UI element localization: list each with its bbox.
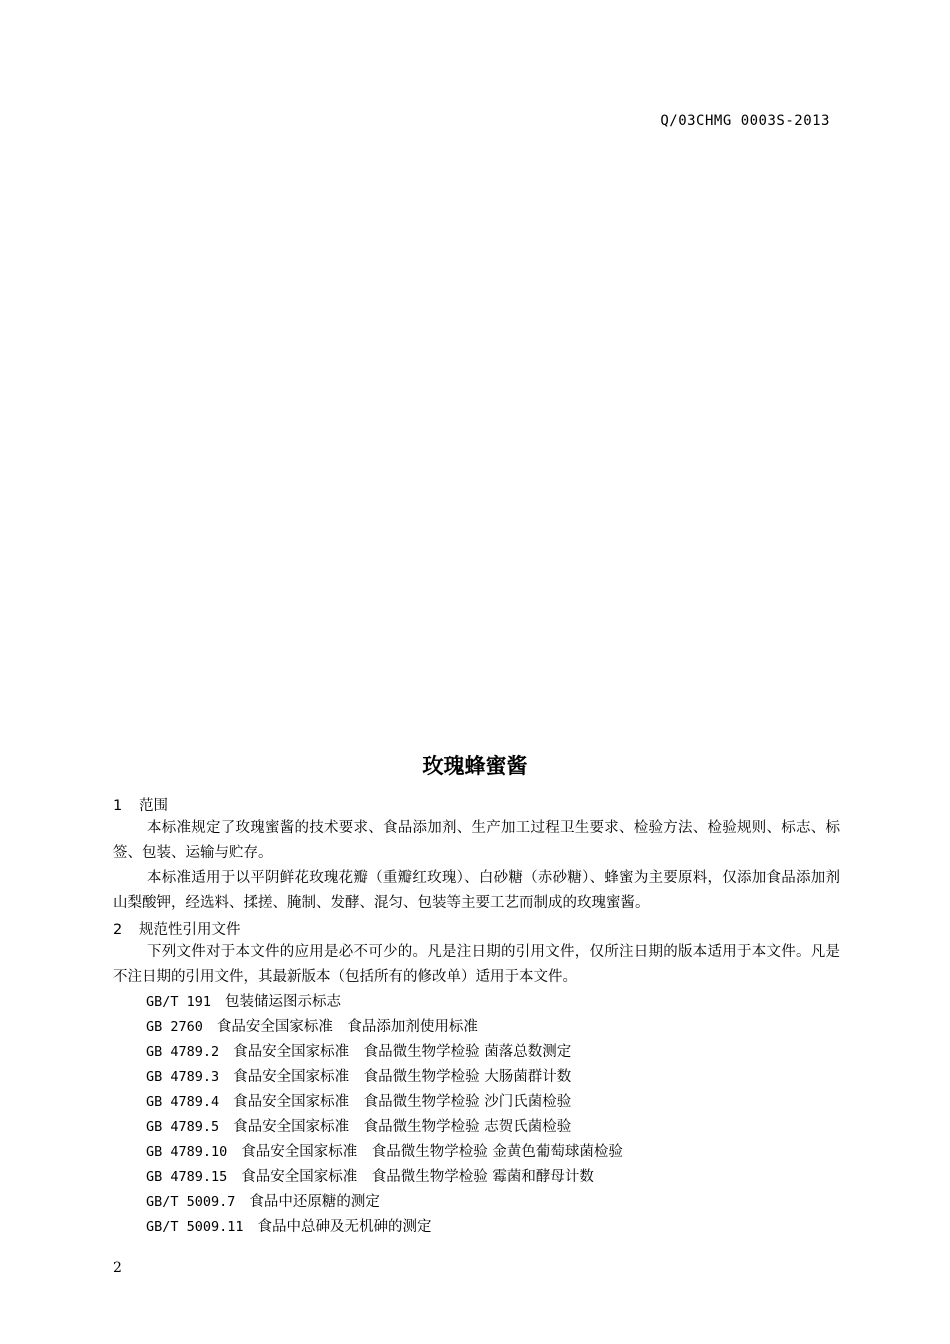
reference-code: GB 4789.3 (146, 1069, 220, 1085)
reference-item (146, 1015, 623, 1040)
reference-title: 食品安全国家标准 食品微生物学检验 沙门氏菌检验 (233, 1094, 572, 1110)
reference-item (146, 1090, 623, 1115)
reference-title: 食品安全国家标准 食品添加剂使用标准 (216, 1019, 478, 1035)
reference-item (146, 990, 623, 1015)
reference-code: GB/T 5009.7 (146, 1194, 236, 1210)
reference-code: GB 4789.15 (146, 1169, 228, 1185)
reference-code: GB 4789.2 (146, 1044, 220, 1060)
reference-item (146, 1215, 623, 1240)
section-1-paragraph-1: 本标准规定了玫瑰蜜酱的技术要求、食品添加剂、生产加工过程卫生要求、检验方法、检验规则、标志、标签、包装、运输与贮存。 (113, 820, 840, 861)
reference-code: GB/T 191 (146, 994, 212, 1010)
reference-code: GB 4789.10 (146, 1144, 228, 1160)
reference-code: GB 2760 (146, 1019, 203, 1035)
section-2-heading (113, 918, 241, 939)
reference-title: 包装储运图示标志 (225, 994, 342, 1010)
reference-title: 食品安全国家标准 食品微生物学检验 菌落总数测定 (233, 1044, 572, 1060)
reference-item (146, 1040, 623, 1065)
reference-item (146, 1140, 623, 1165)
reference-code: GB 4789.4 (146, 1094, 220, 1110)
reference-title: 食品安全国家标准 食品微生物学检验 金黄色葡萄球菌检验 (241, 1144, 623, 1160)
reference-item (146, 1190, 623, 1215)
reference-title: 食品中总砷及无机砷的测定 (257, 1219, 432, 1235)
reference-code: GB 4789.5 (146, 1119, 220, 1135)
reference-title: 食品中还原糖的测定 (249, 1194, 380, 1210)
reference-item (146, 1165, 623, 1190)
section-1-title: 范围 (139, 798, 168, 814)
reference-title: 食品安全国家标准 食品微生物学检验 志贺氏菌检验 (233, 1119, 572, 1135)
reference-list (146, 990, 623, 1240)
reference-item (146, 1115, 623, 1140)
section-1-heading (113, 794, 168, 815)
standard-code: Q/03CHMG 0003S-2013 (660, 113, 830, 129)
reference-item (146, 1065, 623, 1090)
reference-code: GB/T 5009.11 (146, 1219, 244, 1235)
section-2-number: 2 (113, 922, 123, 938)
reference-title: 食品安全国家标准 食品微生物学检验 大肠菌群计数 (233, 1069, 572, 1085)
section-1-number: 1 (113, 798, 123, 814)
section-2-paragraph-1: 下列文件对于本文件的应用是必不可少的。凡是注日期的引用文件，仅所注日期的版本适用于本文件。凡是不注日期的引用文件，其最新版本（包括所有的修改单）适用于本文件。 (113, 944, 840, 985)
page-number: 2 (113, 1260, 122, 1276)
reference-title: 食品安全国家标准 食品微生物学检验 霉菌和酵母计数 (241, 1169, 594, 1185)
section-1-paragraph-2: 本标准适用于以平阴鲜花玫瑰花瓣（重瓣红玫瑰）、白砂糖（赤砂糖）、蜂蜜为主要原料，仅添加食品添加剂山梨酸钾，经选料、揉搓、腌制、发酵、混匀、包装等主要工艺而制成的玫瑰蜜酱。 (113, 870, 840, 911)
document-title: 玫瑰蜂蜜酱 (422, 754, 528, 778)
section-2-title: 规范性引用文件 (139, 922, 241, 938)
